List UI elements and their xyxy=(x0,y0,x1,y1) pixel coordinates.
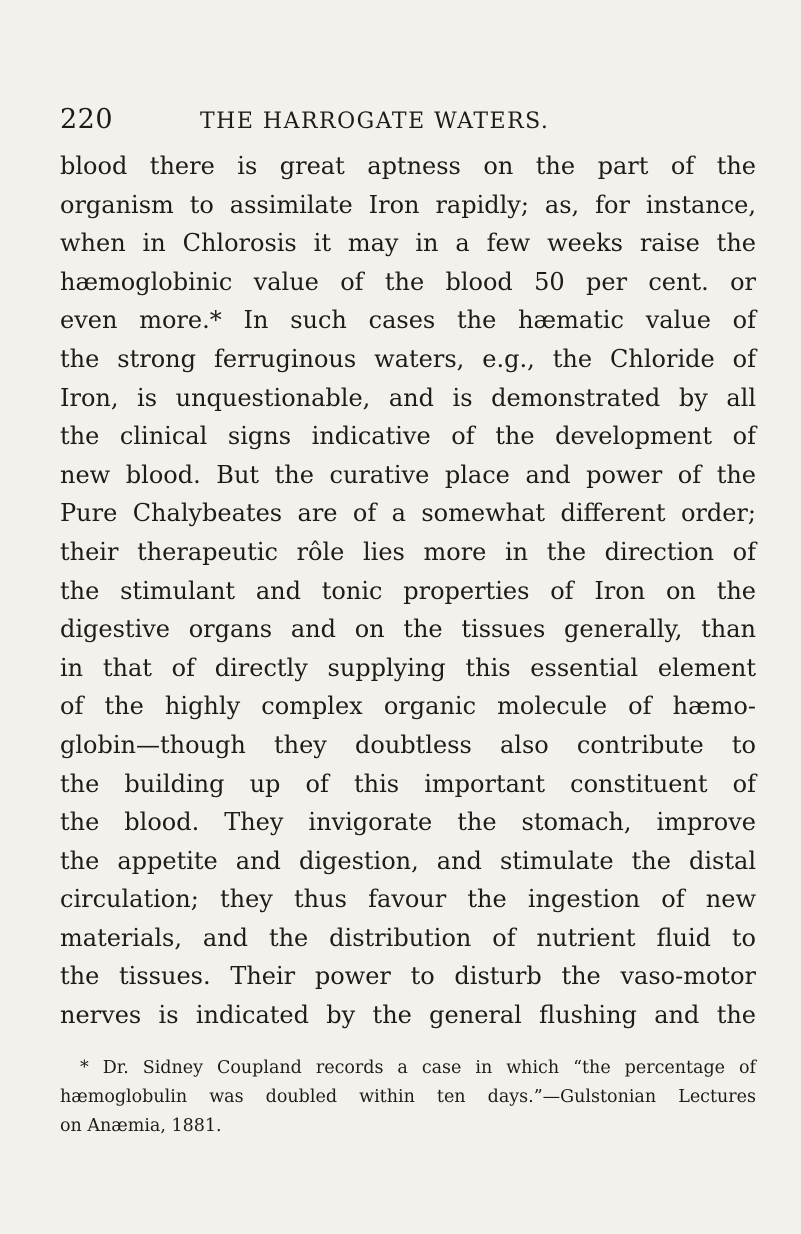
text-line: blood there is great aptness on the part of the xyxy=(60,152,756,180)
text-line: digestive organs and on the tissues generally, than xyxy=(60,615,756,644)
text-line: of the highly complex organic molecule of hæmo- xyxy=(60,692,756,721)
text-line: Pure Chalybeates are of a somewhat different order; xyxy=(60,499,756,528)
page-number: 220 xyxy=(60,104,114,135)
text-line: the stimulant and tonic properties of Iron on the xyxy=(60,576,756,605)
text-line: the blood. They invigorate the stomach, improve xyxy=(60,808,756,837)
text-line: when in Chlorosis it may in a few weeks raise the xyxy=(60,229,756,258)
page-header xyxy=(60,104,740,138)
text-line: their therapeutic rôle lies more in the direction of xyxy=(60,537,756,566)
text-line: hæmoglobinic value of the blood 50 per cent. or xyxy=(60,267,756,296)
text-line: nerves is indicated by the general flushing and the xyxy=(60,1001,756,1030)
text-line: the clinical signs indicative of the development of xyxy=(60,422,756,451)
footnote-line: * Dr. Sidney Coupland records a case in which “the percentage of xyxy=(80,1058,756,1078)
footnote-line: on Anæmia, 1881. xyxy=(60,1116,222,1136)
footnote-line: hæmoglobulin was doubled within ten days.”—Gulstonian Lectures xyxy=(60,1087,756,1107)
text-line: the tissues. Their power to disturb the vaso-motor xyxy=(60,962,756,991)
text-line: Iron, is unquestionable, and is demonstrated by all xyxy=(60,383,756,412)
text-line: circulation; they thus favour the ingestion of new xyxy=(60,885,756,914)
running-title: THE HARROGATE WATERS. xyxy=(200,109,550,134)
body-text xyxy=(60,147,756,1035)
text-line: the strong ferruginous waters, e.g., the Chloride of xyxy=(60,344,756,373)
text-line: in that of directly supplying this essential element xyxy=(60,653,756,682)
text-line: new blood. But the curative place and power of the xyxy=(60,460,756,489)
text-line: the appetite and digestion, and stimulate the distal xyxy=(60,846,756,875)
text-line: materials, and the distribution of nutrient fluid to xyxy=(60,923,756,952)
text-line: organism to assimilate Iron rapidly; as, for instance, xyxy=(60,190,756,219)
text-line: globin—though they doubtless also contribute to xyxy=(60,730,756,759)
footnote xyxy=(60,1054,756,1141)
text-line: even more.* In such cases the hæmatic value of xyxy=(60,306,756,335)
text-line: the building up of this important constituent of xyxy=(60,769,756,798)
